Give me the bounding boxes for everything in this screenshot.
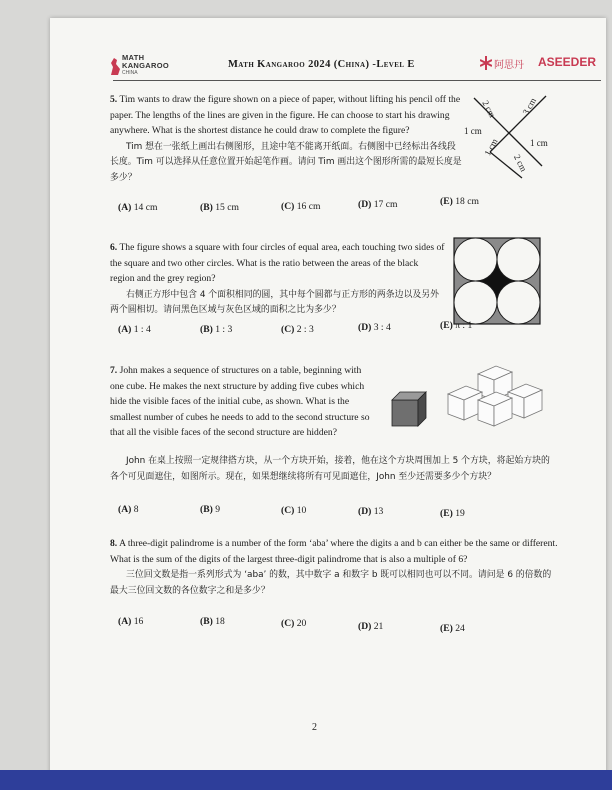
logo-text-math: MATH <box>122 53 145 62</box>
brand-en: ASEEDER <box>538 55 597 69</box>
choice-b[interactable]: (B) 18 <box>200 616 225 627</box>
choice-d[interactable]: (D) 3 : 4 <box>358 322 391 333</box>
choice-e[interactable]: (E) 18 cm <box>440 196 479 207</box>
problem-5-figure <box>462 86 562 182</box>
problem-text-en: The figure shows a square with four circles of equal area, each touching two sides of the square and two other circles. What is the ratio between the areas of the black region and the grey region? <box>110 242 445 284</box>
problem-text-en: A three-digit palindrome is a number of the form ‘aba’ where the digits a and b can either be the same or different. What is the sum of the digits of the largest three-digit palindrome that is also a multiple of 6? <box>110 538 558 565</box>
cube-structure <box>448 366 542 426</box>
page-number: 2 <box>312 722 317 733</box>
choice-c[interactable]: (C) 10 <box>281 505 307 516</box>
problem-7-text-cn: John 在桌上按照一定规律搭方块，从一个方块开始，接着，他在这个方块周围加上 5 个方块，将起始方块的各个可见面遮住，如图所示。现在，如果想继续将所有可见面遮住，John 至少还需要多少个方块？ <box>110 456 550 482</box>
problem-7-figure <box>384 360 556 434</box>
choice-c[interactable]: (C) 16 cm <box>281 201 321 212</box>
problem-text-en: John makes a sequence of structures on a table, beginning with one cube. He makes the next structure by adding five cubes which hide the visible faces of the initial cube, as shown. What is the smallest number of cubes he needs to add to the second structure so that all the visible faces of the second structure are hidden? <box>110 365 370 438</box>
choice-d[interactable]: (D) 17 cm <box>358 199 398 210</box>
choice-e[interactable]: (E) 24 <box>440 623 465 634</box>
choice-e[interactable]: (E) π : 1 <box>440 320 473 331</box>
logo-text-china: CHINA <box>122 70 138 76</box>
star-logo-icon <box>480 56 492 70</box>
figure-label: 2 cm <box>480 98 498 120</box>
figure-label: 1 cm <box>530 138 548 148</box>
choice-b[interactable]: (B) 1 : 3 <box>200 324 233 335</box>
problem-7 <box>110 363 376 441</box>
brand-cn: 阿思丹 <box>494 60 524 71</box>
figure-label: 3 cm <box>520 96 539 117</box>
choice-b[interactable]: (B) 15 cm <box>200 202 239 213</box>
problem-text-en: Tim wants to draw the figure shown on a piece of paper, without lifting his pencil off the paper. The lengths of the lines are given in the figure. He can choose to start his drawing anywhere. What is the shortest distance he could draw to complete the figure? <box>110 94 461 136</box>
problem-number: 7. <box>110 365 118 376</box>
problem-5-choices <box>118 196 558 214</box>
choice-b[interactable]: (B) 9 <box>200 504 220 515</box>
kangaroo-icon <box>108 55 122 77</box>
choice-c[interactable]: (C) 20 <box>281 618 307 629</box>
logo-text-kangaroo: KANGAROO <box>122 61 169 70</box>
problem-6 <box>110 240 445 319</box>
figure-label: 1 cm <box>482 136 500 158</box>
choice-a[interactable]: (A) 8 <box>118 504 139 515</box>
choice-d[interactable]: (D) 13 <box>358 506 384 517</box>
problem-text-cn: Tim 想在一张纸上画出右侧图形，且途中笔不能离开纸面。右侧图中已经标出各线段长度。Tim 可以选择从任意位置开始起笔作画。请问 Tim 画出这个图形所需的最短长度是多少？ <box>110 141 462 183</box>
problem-number: 5. <box>110 94 118 105</box>
page-title: Math Kangaroo 2024 (China) -Level E <box>228 59 415 70</box>
page-header <box>60 50 605 82</box>
problem-6-choices <box>118 320 558 336</box>
choice-e[interactable]: (E) 19 <box>440 508 465 519</box>
problem-6-figure <box>452 236 542 326</box>
choice-c[interactable]: (C) 2 : 3 <box>281 324 314 335</box>
math-kangaroo-logo <box>108 52 198 78</box>
figure-label: 1 cm <box>464 126 482 136</box>
problem-text-cn: 三位回文数是指一系列形式为 ‘aba’ 的数，其中数字 a 和数字 b 既可以相同也可以不同。请问是 6 的倍数的最大三位回文数的各位数字之和是多少？ <box>110 570 552 596</box>
aseeder-logo <box>480 54 610 74</box>
single-cube <box>392 392 426 426</box>
problem-7-choices <box>118 502 558 520</box>
choice-a[interactable]: (A) 16 <box>118 616 144 627</box>
choice-d[interactable]: (D) 21 <box>358 621 384 632</box>
figure-label: 2 cm <box>511 152 529 174</box>
header-divider <box>113 80 601 81</box>
problem-number: 6. <box>110 242 118 253</box>
problem-8-choices <box>118 616 558 636</box>
problem-8 <box>110 536 558 599</box>
choice-a[interactable]: (A) 14 cm <box>118 202 158 213</box>
problem-number: 8. <box>110 538 118 549</box>
scan-border <box>0 770 612 790</box>
choice-a[interactable]: (A) 1 : 4 <box>118 324 151 335</box>
problem-5 <box>110 92 462 186</box>
problem-text-cn: 右侧正方形中包含 4 个面积相同的圆，其中每个圆都与正方形的两条边以及另外两个圆相切。请问黑色区域与灰色区域的面积之比为多少？ <box>110 289 440 315</box>
